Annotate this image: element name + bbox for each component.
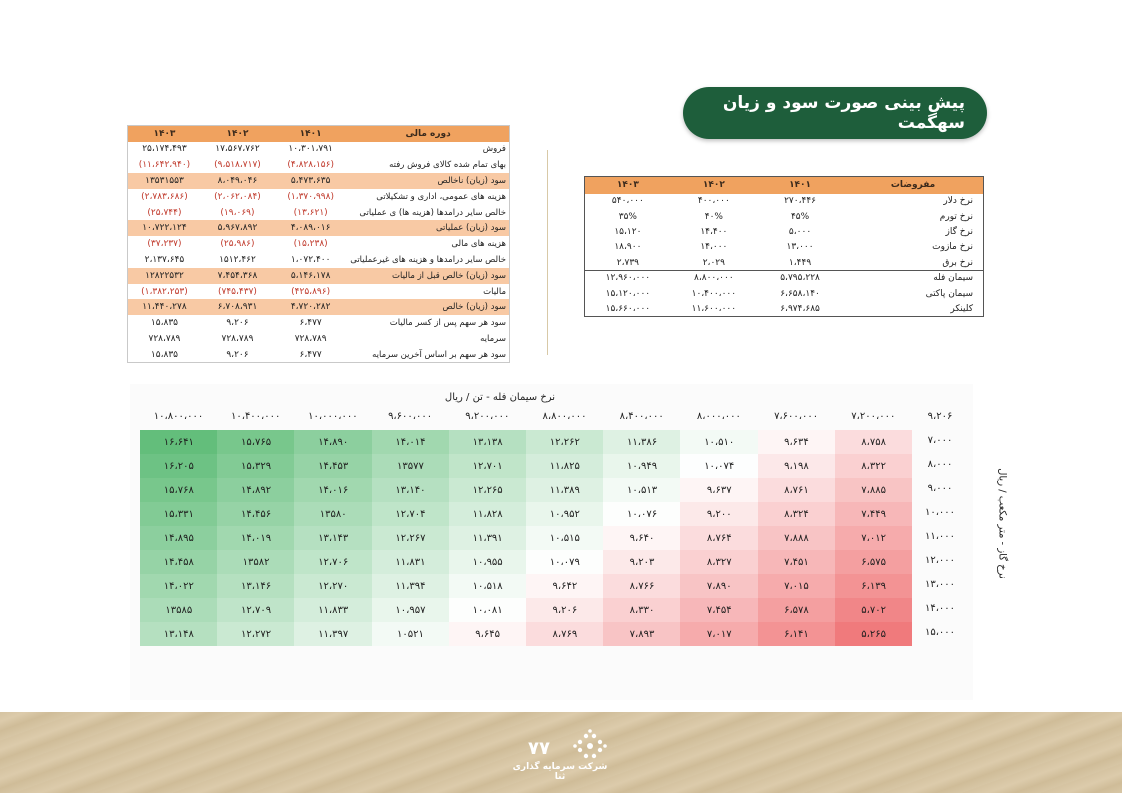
income-value: (۲،۷۸۳،۶۸۶) xyxy=(141,191,188,202)
income-value: ۱۵۱۲،۴۶۲ xyxy=(219,254,256,265)
income-row-label: سود (زیان) عملیاتی xyxy=(347,220,509,236)
income-row-label: سود (زیان) خالص قبل از مالیات xyxy=(347,268,509,284)
income-value: ۷۲۸،۷۸۹ xyxy=(294,333,327,344)
income-value: (۱،۳۷۰،۹۹۸) xyxy=(287,191,334,202)
income-value: ۲۵،۱۷۴،۴۹۳ xyxy=(142,144,187,155)
sensitivity-cell: ۱۲،۲۶۷ xyxy=(372,526,450,550)
sensitivity-cell: ۱۲،۲۶۵ xyxy=(449,478,527,502)
sensitivity-x-label: ۷،۶۰۰،۰۰۰ xyxy=(774,411,819,422)
income-value: ۵،۴۷۳،۶۳۵ xyxy=(274,173,347,189)
income-value: ۱۲۸۲۲۵۳۲ xyxy=(128,268,201,284)
sensitivity-cell: ۱۰۵۲۱ xyxy=(372,622,450,646)
sensitivity-cell: ۹،۲۰۶ xyxy=(526,598,604,622)
sensitivity-cell: ۱۶،۶۴۱ xyxy=(140,430,218,454)
sensitivity-cell: ۱۱،۸۲۵ xyxy=(526,454,604,478)
sensitivity-corner-value: ۹،۲۰۶ xyxy=(927,411,953,422)
assumption-header-cell: مفروضات xyxy=(843,177,983,194)
sensitivity-cell: ۱۴،۰۲۲ xyxy=(140,574,218,598)
sensitivity-y-label: ۹،۰۰۰ xyxy=(927,483,953,494)
assumption-value: ۱۸،۹۰۰ xyxy=(614,242,642,253)
income-row-label: خالص سایر درامدها (هزینه ها) ی عملیاتی xyxy=(359,207,506,218)
assumption-header-cell: ۱۴۰۱ xyxy=(757,177,843,194)
income-row-label: سود هر سهم بر اساس آخرین سرمایه xyxy=(372,349,506,360)
sensitivity-cell: ۸،۷۵۸ xyxy=(835,430,913,454)
sensitivity-y-title: نرخ گاز - متر مکعب / ریال xyxy=(996,468,1008,579)
sensitivity-cell: ۱۰،۵۱۳ xyxy=(603,478,681,502)
sensitivity-cell: ۱۰،۵۱۵ xyxy=(526,526,604,550)
income-value: ۹،۲۰۶ xyxy=(226,349,249,360)
income-value: (۲،۰۶۲،۰۸۴) xyxy=(214,191,261,202)
sensitivity-cell: ۱۵،۳۳۱ xyxy=(140,502,218,526)
company-name: شرکت سرمایه گذاری ثنا xyxy=(512,762,608,782)
assumption-row xyxy=(585,224,984,239)
income-row-label: هزینه های مالی xyxy=(451,239,506,250)
sensitivity-cell: ۱۱،۳۸۹ xyxy=(526,478,604,502)
logo-number: ۷۷ xyxy=(528,738,550,759)
sensitivity-cell: ۶،۱۴۱ xyxy=(758,622,836,646)
sensitivity-cell: ۱۰،۰۸۱ xyxy=(449,598,527,622)
sensitivity-cell: ۱۲،۷۰۹ xyxy=(217,598,295,622)
income-row xyxy=(128,347,510,363)
sensitivity-cell: ۷،۴۴۹ xyxy=(835,502,913,526)
sensitivity-cell: ۱۴،۴۵۸ xyxy=(140,550,218,574)
income-value: ۴،۷۲۰،۲۸۲ xyxy=(274,299,347,315)
income-header-cell: ۱۴۰۱ xyxy=(274,126,347,142)
assumption-value: ۴۵% xyxy=(790,211,810,222)
sensitivity-cell: ۸،۷۶۹ xyxy=(526,622,604,646)
sensitivity-cell: ۷،۰۱۲ xyxy=(835,526,913,550)
sensitivity-x-label: ۹،۲۰۰،۰۰۰ xyxy=(465,411,510,422)
sensitivity-cell: ۸،۳۲۲ xyxy=(835,454,913,478)
sensitivity-cell: ۱۳،۱۳۸ xyxy=(449,430,527,454)
sensitivity-x-title: نرخ سیمان فله - تن / ریال xyxy=(444,392,556,403)
assumption-value: ۱۳،۰۰۰ xyxy=(786,242,814,253)
income-value: (۳۷،۲۳۷) xyxy=(147,239,182,250)
sensitivity-x-label: ۷،۲۰۰،۰۰۰ xyxy=(851,411,896,422)
income-value: ۶،۷۰۸،۹۳۱ xyxy=(201,299,274,315)
sensitivity-cell: ۸،۳۲۷ xyxy=(680,550,758,574)
sensitivity-cell: ۸،۷۶۶ xyxy=(603,574,681,598)
assumption-label: نرخ تورم xyxy=(939,211,973,222)
income-value: ۹،۲۰۶ xyxy=(226,318,249,329)
income-value: (۲۵،۷۴۴) xyxy=(147,207,182,218)
assumption-value: ۴۰۰،۰۰۰ xyxy=(697,196,730,207)
income-value: ۵،۹۶۷،۸۹۲ xyxy=(201,220,274,236)
assumption-value: ۱۰،۴۰۰،۰۰۰ xyxy=(691,288,737,299)
income-row xyxy=(128,299,510,315)
assumption-label: سیمان پاکتی xyxy=(925,288,973,299)
sensitivity-cell: ۱۰،۰۷۴ xyxy=(680,454,758,478)
income-value: ۴،۰۸۹،۰۱۶ xyxy=(274,220,347,236)
income-value: ۱۰،۳۰۱،۷۹۱ xyxy=(288,144,333,155)
sensitivity-cell: ۷،۸۹۰ xyxy=(680,574,758,598)
sensitivity-cell: ۱۲،۲۷۲ xyxy=(217,622,295,646)
sensitivity-x-label: ۱۰،۴۰۰،۰۰۰ xyxy=(230,411,281,422)
sensitivity-cell: ۱۱،۳۸۶ xyxy=(603,430,681,454)
sensitivity-cell: ۷،۸۸۵ xyxy=(835,478,913,502)
sensitivity-cell: ۸،۷۶۴ xyxy=(680,526,758,550)
income-row xyxy=(128,331,510,347)
sensitivity-y-label: ۸،۰۰۰ xyxy=(927,459,953,470)
income-row xyxy=(128,268,510,284)
sensitivity-cell: ۹،۲۰۳ xyxy=(603,550,681,574)
assumption-value: ۱۵،۶۶۰،۰۰۰ xyxy=(605,303,651,314)
sensitivity-cell: ۱۱،۳۹۱ xyxy=(449,526,527,550)
income-value: (۱۳،۶۲۱) xyxy=(293,207,328,218)
page-title: پیش بینی صورت سود و زیان سهگمت xyxy=(683,87,987,139)
assumption-label: کلینکر xyxy=(950,303,973,314)
income-value: ۷۲۸،۷۸۹ xyxy=(221,333,254,344)
sensitivity-cell: ۱۲،۲۶۲ xyxy=(526,430,604,454)
sensitivity-cell: ۷،۸۸۸ xyxy=(758,526,836,550)
sensitivity-cell: ۱۰،۵۱۰ xyxy=(680,430,758,454)
assumption-value: ۱۵،۱۲۰ xyxy=(614,226,642,237)
income-header-cell: ۱۴۰۲ xyxy=(201,126,274,142)
income-row-label: خالص سایر درامدها و هزینه های غیرعملیاتی xyxy=(350,254,506,265)
sensitivity-cell: ۱۲،۷۰۶ xyxy=(294,550,372,574)
assumption-value: ۲،۷۳۹ xyxy=(616,257,639,268)
income-value: ۷۲۸،۷۸۹ xyxy=(148,333,181,344)
assumption-header-cell: ۱۴۰۳ xyxy=(585,177,671,194)
income-row-label: هزینه های عمومی، اداری و تشکیلاتی xyxy=(376,191,506,202)
income-value: ۲،۱۳۷،۶۴۵ xyxy=(144,254,185,265)
sensitivity-cell: ۷،۴۵۴ xyxy=(680,598,758,622)
sensitivity-cell: ۱۳،۱۴۰ xyxy=(372,478,450,502)
sensitivity-cell: ۹،۶۳۴ xyxy=(758,430,836,454)
income-value: (۱۱،۶۴۲،۹۴۰) xyxy=(138,160,191,171)
assumption-value: ۴۰% xyxy=(704,211,723,222)
assumption-value: ۲،۰۲۹ xyxy=(702,257,725,268)
sensitivity-x-label: ۹،۶۰۰،۰۰۰ xyxy=(388,411,433,422)
sensitivity-cell: ۱۴،۸۹۰ xyxy=(294,430,372,454)
assumption-value: ۶،۶۵۸،۱۴۰ xyxy=(780,288,820,299)
assumption-row xyxy=(585,286,984,301)
income-row-label: بهای تمام شده کالای فروش رفته xyxy=(389,160,506,171)
income-row-label: سود (زیان) خالص xyxy=(347,299,509,315)
income-row xyxy=(128,252,510,268)
sensitivity-cell: ۱۱،۸۳۱ xyxy=(372,550,450,574)
assumption-value: ۱۴،۴۰۰ xyxy=(700,226,728,237)
assumption-value: ۵۴۰،۰۰۰ xyxy=(611,196,644,207)
sensitivity-cell: ۹،۱۹۸ xyxy=(758,454,836,478)
income-value: ۱۵،۸۳۵ xyxy=(150,318,178,329)
assumption-value: ۱۲،۹۶۰،۰۰۰ xyxy=(585,270,671,285)
sensitivity-cell: ۷،۸۹۳ xyxy=(603,622,681,646)
sensitivity-cell: ۹،۶۴۵ xyxy=(449,622,527,646)
assumption-row xyxy=(585,255,984,270)
sensitivity-y-label: ۱۰،۰۰۰ xyxy=(924,507,956,518)
income-value: (۹،۵۱۸،۷۱۷) xyxy=(214,160,261,171)
sensitivity-cell: ۱۳۵۷۷ xyxy=(372,454,450,478)
income-value: ۱۱،۴۴۰،۲۷۸ xyxy=(128,299,201,315)
sensitivity-x-label: ۸،۰۰۰،۰۰۰ xyxy=(696,411,741,422)
assumption-row xyxy=(585,209,984,224)
sensitivity-cell: ۱۱،۸۲۸ xyxy=(449,502,527,526)
sensitivity-y-label: ۱۱،۰۰۰ xyxy=(924,531,956,542)
sensitivity-y-label: ۱۲،۰۰۰ xyxy=(924,555,956,566)
sensitivity-x-label: ۸،۴۰۰،۰۰۰ xyxy=(619,411,664,422)
sensitivity-cell: ۶،۵۷۸ xyxy=(758,598,836,622)
assumption-value: ۸،۸۰۰،۰۰۰ xyxy=(671,270,757,285)
sensitivity-cell: ۷،۰۱۷ xyxy=(680,622,758,646)
sensitivity-cell: ۱۲،۲۷۰ xyxy=(294,574,372,598)
assumption-row xyxy=(585,194,984,209)
assumptions-table-header xyxy=(585,177,984,194)
sensitivity-cell: ۱۰،۰۷۹ xyxy=(526,550,604,574)
assumption-value: ۵،۰۰۰ xyxy=(788,226,812,237)
income-row-label: سرمایه xyxy=(480,333,506,344)
sensitivity-cell: ۱۴،۰۱۶ xyxy=(294,478,372,502)
sensitivity-cell: ۱۳۵۸۲ xyxy=(217,550,295,574)
assumption-header-cell: ۱۴۰۲ xyxy=(671,177,757,194)
income-value: ۵،۱۴۶،۱۷۸ xyxy=(274,268,347,284)
income-row-label: فروش xyxy=(482,144,506,155)
income-row-label: سود (زیان) ناخالص xyxy=(347,173,509,189)
assumption-label: سیمان فله xyxy=(843,270,983,285)
income-value: ۱۰،۷۲۲،۱۲۴ xyxy=(128,220,201,236)
sensitivity-cell: ۱۲،۷۰۴ xyxy=(372,502,450,526)
sensitivity-cell: ۱۴،۸۹۵ xyxy=(140,526,218,550)
income-row xyxy=(128,315,510,331)
assumption-label: نرخ دلار xyxy=(943,196,973,207)
sensitivity-cell: ۱۱،۸۳۳ xyxy=(294,598,372,622)
assumption-value: ۳۵% xyxy=(618,211,637,222)
sensitivity-cell: ۱۴،۰۱۴ xyxy=(372,430,450,454)
sensitivity-x-label: ۱۰،۰۰۰،۰۰۰ xyxy=(308,411,358,422)
income-row xyxy=(128,236,510,252)
sensitivity-cell: ۱۳۵۸۰ xyxy=(294,502,372,526)
sensitivity-cell: ۹،۲۰۰ xyxy=(680,502,758,526)
income-value: (۱،۳۸۲،۲۵۳) xyxy=(141,286,188,297)
income-value: (۷۴۵،۴۳۷) xyxy=(218,286,257,297)
sensitivity-cell: ۹،۶۳۷ xyxy=(680,478,758,502)
sensitivity-cell: ۱۴،۴۵۳ xyxy=(294,454,372,478)
sensitivity-cell: ۹،۶۴۲ xyxy=(526,574,604,598)
assumption-value: ۱۵،۱۲۰،۰۰۰ xyxy=(605,288,651,299)
income-table-header xyxy=(128,126,510,142)
sensitivity-cell: ۱۴،۴۵۶ xyxy=(217,502,295,526)
assumption-value: ۶،۹۷۴،۶۸۵ xyxy=(780,303,820,314)
income-row xyxy=(128,284,510,300)
income-value: ۱،۰۷۲،۴۰۰ xyxy=(290,254,331,265)
income-value: (۱۵،۲۳۸) xyxy=(293,239,328,250)
income-row-label: مالیات xyxy=(483,286,506,297)
sensitivity-cell: ۱۰،۹۵۵ xyxy=(449,550,527,574)
sensitivity-cell: ۱۱،۳۹۷ xyxy=(294,622,372,646)
sensitivity-cell: ۵،۷۰۲ xyxy=(835,598,913,622)
assumption-label: نرخ گاز xyxy=(945,226,973,237)
sensitivity-cell: ۹،۶۴۰ xyxy=(603,526,681,550)
income-value: (۲۵،۹۸۶) xyxy=(220,239,255,250)
income-header-cell: دوره مالی xyxy=(347,126,509,142)
logo-sunburst-icon xyxy=(573,729,607,758)
income-row xyxy=(128,173,510,189)
income-value: (۴،۸۲۸،۱۵۶) xyxy=(287,160,334,171)
income-row xyxy=(128,189,510,205)
assumption-value: ۱۱،۶۰۰،۰۰۰ xyxy=(691,303,737,314)
assumption-row xyxy=(585,240,984,255)
sensitivity-cell: ۸،۳۲۴ xyxy=(758,502,836,526)
sensitivity-cell: ۱۰،۹۴۹ xyxy=(603,454,681,478)
assumption-row xyxy=(585,270,984,285)
sensitivity-cell: ۱۳،۱۴۸ xyxy=(140,622,218,646)
income-value: (۴۲۵،۸۹۶) xyxy=(291,286,331,297)
sensitivity-cell: ۱۰،۵۱۸ xyxy=(449,574,527,598)
sensitivity-heatmap xyxy=(140,430,912,640)
sensitivity-cell: ۱۳۵۸۵ xyxy=(140,598,218,622)
sensitivity-cell: ۸،۷۶۱ xyxy=(758,478,836,502)
sensitivity-y-label: ۱۴،۰۰۰ xyxy=(924,603,956,614)
sensitivity-cell: ۱۰،۹۵۷ xyxy=(372,598,450,622)
sensitivity-cell: ۱۱،۳۹۴ xyxy=(372,574,450,598)
sensitivity-cell: ۱۵،۷۶۵ xyxy=(217,430,295,454)
sensitivity-cell: ۱۴،۸۹۲ xyxy=(217,478,295,502)
income-statement-table xyxy=(127,125,510,363)
vertical-divider xyxy=(547,150,548,355)
income-value: ۱۵،۸۳۵ xyxy=(150,349,178,360)
income-row xyxy=(128,220,510,236)
sensitivity-cell: ۱۲،۷۰۱ xyxy=(449,454,527,478)
income-value: ۷،۴۵۴،۳۶۸ xyxy=(201,268,274,284)
income-value: ۱۷،۵۶۷،۷۶۲ xyxy=(215,144,260,155)
sensitivity-cell: ۸،۳۳۰ xyxy=(603,598,681,622)
sensitivity-cell: ۱۵،۳۲۹ xyxy=(217,454,295,478)
assumption-label: نرخ برق xyxy=(942,257,973,268)
income-header-cell: ۱۴۰۳ xyxy=(128,126,201,142)
income-row-label: سود هر سهم پس از کسر مالیات xyxy=(389,318,506,329)
sensitivity-x-label: ۸،۸۰۰،۰۰۰ xyxy=(542,411,587,422)
assumption-label: نرخ مازوت xyxy=(932,242,973,253)
income-value: ۱۳۵۳۱۵۵۳ xyxy=(128,173,201,189)
sensitivity-cell: ۱۶،۲۰۵ xyxy=(140,454,218,478)
assumption-value: ۱،۴۴۹ xyxy=(788,257,812,268)
sensitivity-cell: ۱۳،۱۴۳ xyxy=(294,526,372,550)
sensitivity-x-label: ۱۰،۸۰۰،۰۰۰ xyxy=(153,411,204,422)
sensitivity-y-label: ۱۵،۰۰۰ xyxy=(924,627,956,638)
income-value: ۶،۴۷۷ xyxy=(299,349,322,360)
sensitivity-cell: ۶،۱۳۹ xyxy=(835,574,913,598)
sensitivity-cell: ۶،۵۷۵ xyxy=(835,550,913,574)
income-row xyxy=(128,205,510,221)
sensitivity-cell: ۵،۲۶۵ xyxy=(835,622,913,646)
sensitivity-cell: ۱۰،۰۷۶ xyxy=(603,502,681,526)
income-value: ۶،۴۷۷ xyxy=(299,318,322,329)
sensitivity-y-label: ۱۳،۰۰۰ xyxy=(924,579,956,590)
income-value: (۱۹،۰۶۹) xyxy=(220,207,255,218)
income-row xyxy=(128,142,510,158)
income-row xyxy=(128,157,510,173)
assumption-value: ۵،۷۹۵،۲۲۸ xyxy=(757,270,843,285)
sensitivity-cell: ۷،۰۱۵ xyxy=(758,574,836,598)
sensitivity-cell: ۱۴،۰۱۹ xyxy=(217,526,295,550)
sensitivity-cell: ۱۰،۹۵۲ xyxy=(526,502,604,526)
income-value: ۸،۰۴۹،۰۴۶ xyxy=(201,173,274,189)
assumption-value: ۲۷۰،۴۴۶ xyxy=(784,196,817,207)
sensitivity-y-label: ۷،۰۰۰ xyxy=(927,435,953,446)
assumptions-table xyxy=(584,176,984,317)
assumption-value: ۱۴،۰۰۰ xyxy=(700,242,728,253)
sensitivity-cell: ۱۵،۷۶۸ xyxy=(140,478,218,502)
sensitivity-cell: ۱۳،۱۴۶ xyxy=(217,574,295,598)
assumption-row xyxy=(585,301,984,316)
sensitivity-cell: ۷،۴۵۱ xyxy=(758,550,836,574)
